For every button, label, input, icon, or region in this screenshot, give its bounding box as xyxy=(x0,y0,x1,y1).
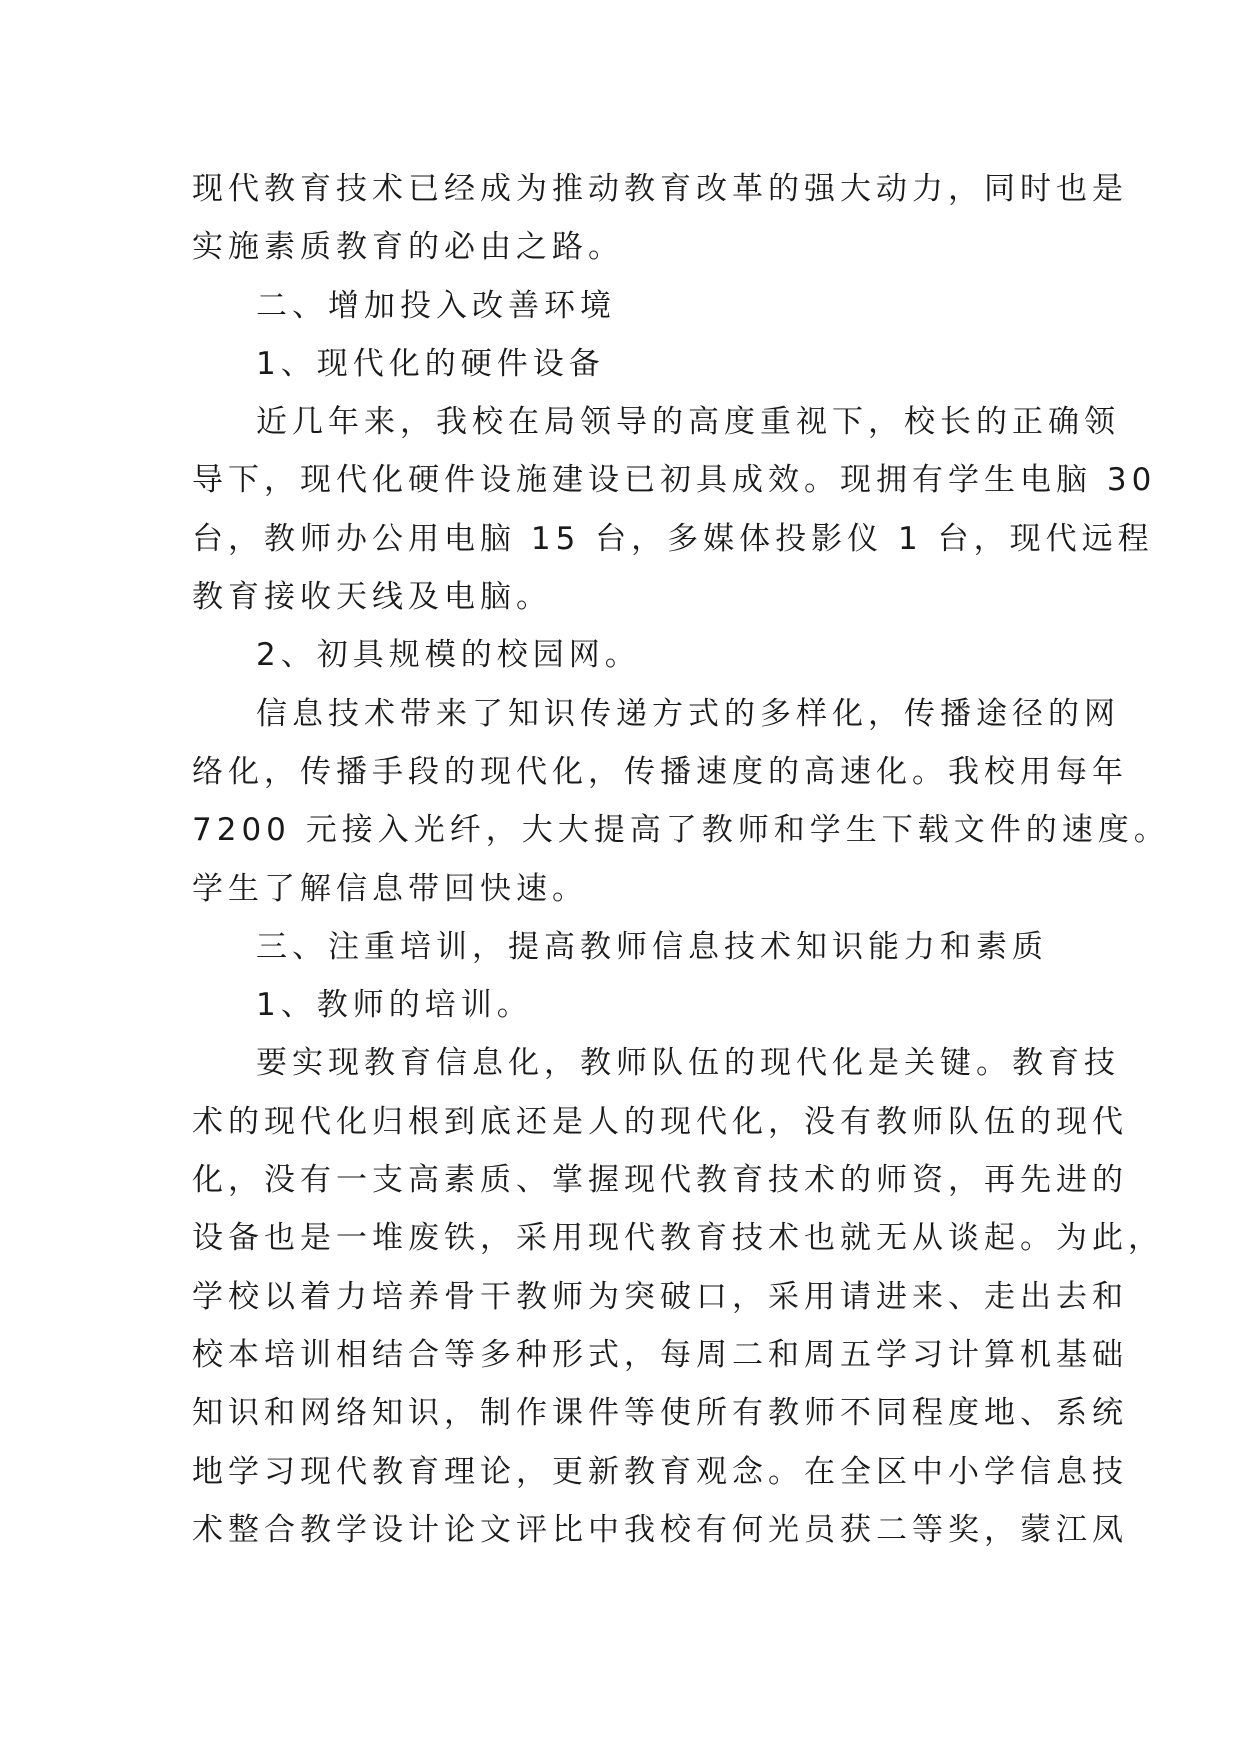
text-line: 导下，现代化硬件设施建设已初具成效。现拥有学生电脑 30 xyxy=(192,462,1157,499)
subsection-heading: 1、教师的培训。 xyxy=(256,987,533,1024)
text-line: 教育接收天线及电脑。 xyxy=(192,579,552,616)
paragraph-first-line: 信息技术带来了知识传递方式的多样化，传播途径的网 xyxy=(256,695,1120,732)
text-line: 实施素质教育的必由之路。 xyxy=(192,229,624,266)
text-line: 术的现代化归根到底还是人的现代化，没有教师队伍的现代 xyxy=(192,1103,1128,1140)
text-line: 台，教师办公用电脑 15 台，多媒体投影仪 1 台，现代远程 xyxy=(192,520,1154,557)
text-line: 校本培训相结合等多种形式，每周二和周五学习计算机基础 xyxy=(192,1336,1128,1373)
text-line: 化，没有一支高素质、掌握现代教育技术的师资，再先进的 xyxy=(192,1162,1128,1199)
subsection-heading: 2、初具规模的校园网。 xyxy=(256,637,641,674)
text-line: 现代教育技术已经成为推动教育改革的强大动力，同时也是 xyxy=(192,171,1128,207)
text-line: 术整合教学设计论文评比中我校有何光员获二等奖，蒙江凤 xyxy=(192,1511,1128,1548)
text-line: 知识和网络知识，制作课件等使所有教师不同程度地、系统 xyxy=(192,1395,1128,1432)
paragraph-first-line: 要实现教育信息化，教师队伍的现代化是关键。教育技 xyxy=(256,1045,1120,1082)
section-heading: 三、注重培训，提高教师信息技术知识能力和素质 xyxy=(256,928,1048,965)
subsection-heading: 1、现代化的硬件设备 xyxy=(256,345,605,382)
text-line: 学生了解信息带回快速。 xyxy=(192,870,588,907)
paragraph-first-line: 近几年来，我校在局领导的高度重视下，校长的正确领 xyxy=(256,404,1120,441)
text-line: 7200 元接入光纤，大大提高了教师和学生下载文件的速度。 xyxy=(192,812,1170,849)
section-heading: 二、增加投入改善环境 xyxy=(256,287,616,324)
text-line: 设备也是一堆废铁，采用现代教育技术也就无从谈起。为此， xyxy=(192,1220,1164,1257)
document-body xyxy=(192,160,1170,1559)
text-line: 络化，传播手段的现代化，传播速度的高速化。我校用每年 xyxy=(192,753,1128,790)
text-line: 学校以着力培养骨干教师为突破口，采用请进来、走出去和 xyxy=(192,1278,1128,1315)
text-line: 地学习现代教育理论，更新教育观念。在全区中小学信息技 xyxy=(192,1453,1128,1490)
